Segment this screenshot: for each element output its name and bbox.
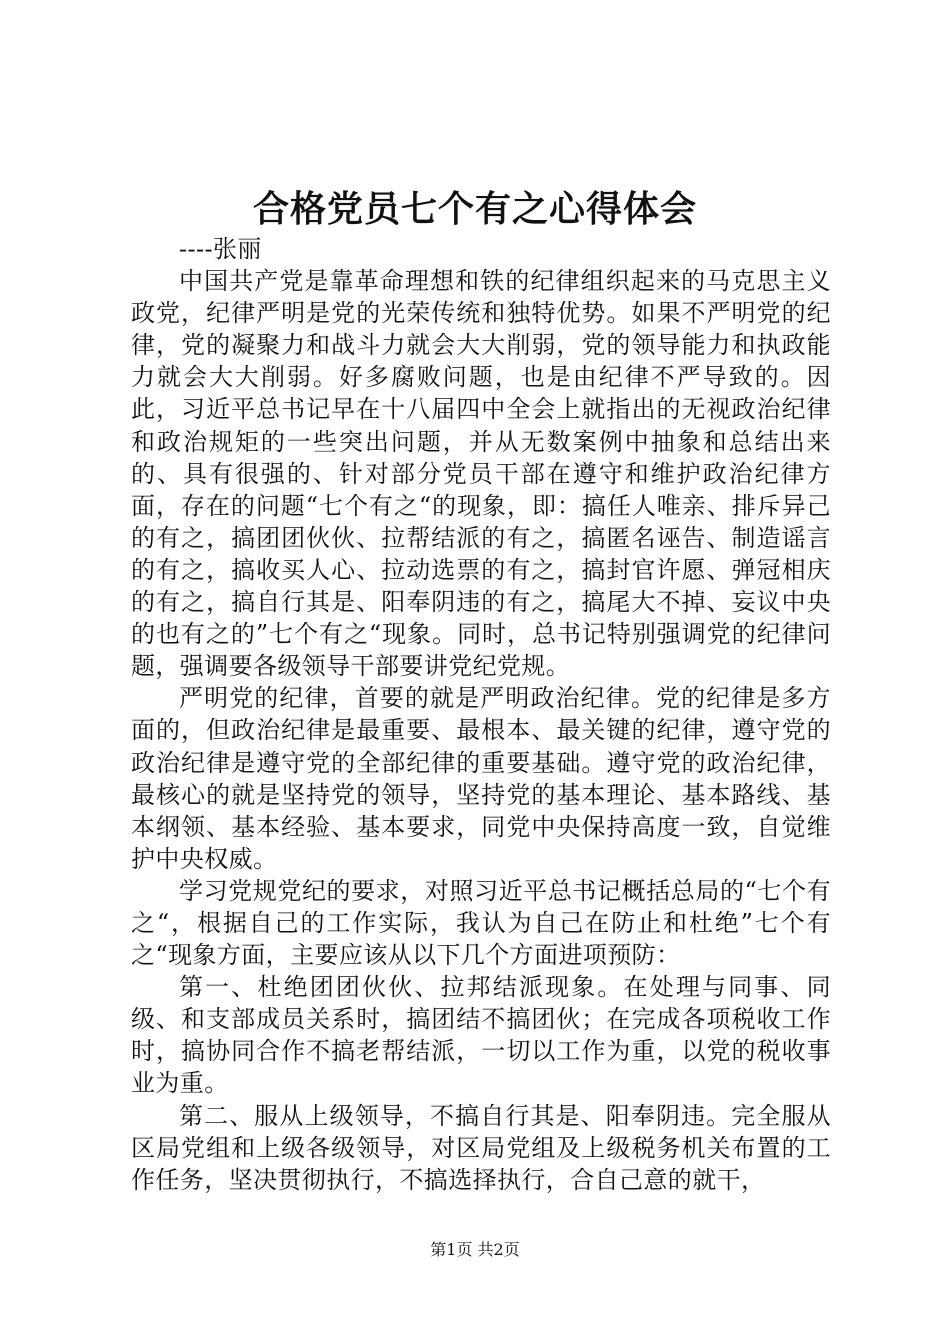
- document-body: [131, 233, 831, 1196]
- paragraph: 中国共产党是靠革命理想和铁的纪律组织起来的马克思主义政党，纪律严明是党的光荣传统和独特优势。如果不严明党的纪律，党的凝聚力和战斗力就会大大削弱，党的领导能力和执政能力就会大大削弱。好多腐败问题，也是由纪律不严导致的。因此，习近平总书记早在十八届四中全会上就指出的无视政治纪律和政治规矩的一些突出问题，并从无数案例中抽象和总结出来的、具有很强的、针对部分党员干部在遵守和维护政治纪律方面，存在的问题“七个有之“的现象，即：搞任人唯亲、排斥异己的有之，搞团团伙伙、拉帮结派的有之，搞匿名诬告、制造谣言的有之，搞收买人心、拉动选票的有之，搞封官许愿、弹冠相庆的有之，搞自行其是、阳奉阴违的有之，搞尾大不掉、妄议中央的也有之的”七个有之“现象。同时，总书记特别强调党的纪律问题，强调要各级领导干部要讲党纪党规。: [131, 267, 831, 681]
- paragraph: 学习党规党纪的要求，对照习近平总书记概括总局的“七个有之“，根据自己的工作实际，我认为自己在防止和杜绝”七个有之“现象方面，主要应该从以下几个方面进项预防：: [131, 876, 831, 970]
- document-title: 合格党员七个有之心得体会: [252, 188, 697, 230]
- page-number-footer: 第1页 共2页: [430, 1240, 520, 1259]
- paragraph: 第一、杜绝团团伙伙、拉邦结派现象。在处理与同事、同级、和支部成员关系时，搞团结不搞团伙；在完成各项税收工作时，搞协同合作不搞老帮结派，一切以工作为重，以党的税收事业为重。: [131, 973, 831, 1098]
- author-line: ----张丽: [179, 235, 262, 263]
- paragraph: 严明党的纪律，首要的就是严明政治纪律。党的纪律是多方面的，但政治纪律是最重要、最根本、最关键的纪律，遵守党的政治纪律是遵守党的全部纪律的重要基础。遵守党的政治纪律，最核心的就是坚持党的领导，坚持党的基本理论、基本路线、基本纲领、基本经验、基本要求，同党中央保持高度一致，自觉维护中央权威。: [131, 684, 831, 873]
- paragraph: 第二、服从上级领导，不搞自行其是、阳奉阴违。完全服从区局党组和上级各级领导，对区局党组及上级税务机关布置的工作任务，坚决贯彻执行，不搞选择执行，合自己意的就干，: [131, 1101, 831, 1194]
